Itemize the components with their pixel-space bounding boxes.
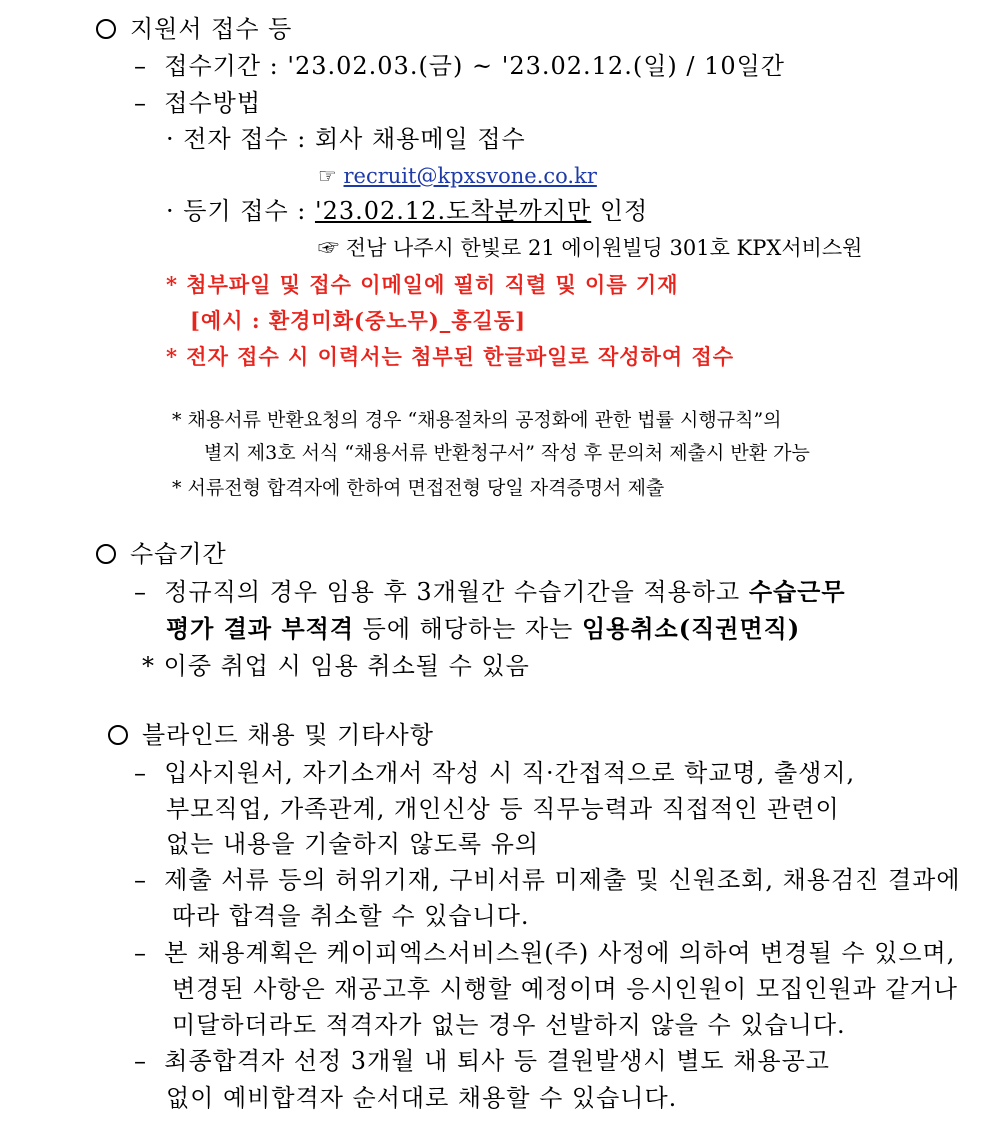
circle-bullet-icon — [96, 544, 116, 564]
dash-bullet: – — [134, 939, 147, 967]
item4-line-1: – 최종합격자 선정 3개월 내 퇴사 등 결원발생시 별도 채용공고 — [134, 1047, 830, 1075]
note-1-line-2: 별지 제3호 서식 “채용서류 반환청구서” 작성 후 문의처 제출시 반환 가능 — [204, 442, 810, 464]
period-line: – 접수기간 : '23.02.03.(금) ~ '23.02.12.(일) / 10일간 — [134, 52, 785, 80]
dash-bullet: – — [134, 52, 147, 80]
item3-line-1: – 본 채용계획은 케이피엑스서비스원(주) 사정에 의하여 변경될 수 있으며, — [134, 939, 956, 967]
section1-heading: 지원서 접수 등 — [96, 16, 292, 44]
item4-line-2: 없이 예비합격자 순서대로 채용할 수 있습니다. — [166, 1084, 678, 1112]
note-1-line-1: * 채용서류 반환요청의 경우 “채용절차의 공정화에 관한 법률 시행규칙”의 — [172, 409, 782, 431]
mail-receipt-line: · 등기 접수 : '23.02.12.도착분까지만 인정 — [166, 197, 649, 225]
item3-line-2: 변경된 사항은 재공고후 시행할 예정이며 응시인원이 모집인원과 같거나 — [172, 975, 958, 1003]
electronic-receipt-line: · 전자 접수 : 회사 채용메일 접수 — [166, 125, 526, 153]
probation-line-1: – 정규직의 경우 임용 후 3개월간 수습기간을 적용하고 수습근무 — [134, 577, 846, 606]
circle-bullet-icon — [96, 19, 116, 39]
mail-deadline: '23.02.12.도착분까지만 — [314, 197, 592, 225]
item2-line-2: 따라 합격을 취소할 수 있습니다. — [172, 902, 530, 930]
item3-line-3: 미달하더라도 적격자가 없는 경우 선발하지 않을 수 있습니다. — [172, 1011, 846, 1039]
item1-line-2: 부모직업, 가족관계, 개인신상 등 직무능력과 직접적인 관련이 — [166, 795, 840, 823]
probation-line-2: 평가 결과 부적격 등에 해당하는 자는 임용취소(직권면직) — [166, 614, 801, 643]
red-note-1: * 첨부파일 및 접수 이메일에 필히 직렬 및 이름 기재 — [166, 272, 679, 297]
dash-bullet: – — [134, 759, 147, 787]
method-line: – 접수방법 — [134, 89, 262, 117]
red-note-2: [예시 : 환경미화(중노무)_홍길동] — [190, 308, 527, 333]
section2-heading: 수습기간 — [96, 541, 227, 569]
circle-bullet-icon — [108, 725, 128, 745]
pointing-hand-icon: ☞ — [318, 236, 339, 260]
pointing-hand-icon: ☞ — [318, 164, 337, 188]
dash-bullet: – — [134, 578, 147, 606]
dash-bullet: – — [134, 89, 147, 117]
email-link[interactable]: recruit@kpxsvone.co.kr — [343, 164, 597, 188]
probation-note: * 이중 취업 시 임용 취소될 수 있음 — [142, 652, 530, 680]
red-note-3: * 전자 접수 시 이력서는 첨부된 한글파일로 작성하여 접수 — [166, 344, 735, 369]
dash-bullet: – — [134, 1047, 147, 1075]
email-line — [318, 164, 597, 188]
item1-line-1: – 입사지원서, 자기소개서 작성 시 직·간접적으로 학교명, 출생지, — [134, 759, 856, 787]
section3-heading: 블라인드 채용 및 기타사항 — [108, 722, 434, 750]
item2-line-1: – 제출 서류 등의 허위기재, 구비서류 미제출 및 신원조회, 채용검진 결과에 — [134, 866, 961, 894]
item1-line-3: 없는 내용을 기술하지 않도록 유의 — [166, 830, 540, 858]
note-2: * 서류전형 합격자에 한하여 면접전형 당일 자격증명서 제출 — [172, 477, 665, 499]
address-line — [318, 236, 862, 260]
dash-bullet: – — [134, 866, 147, 894]
address-text: 전남 나주시 한빛로 21 에이원빌딩 301호 KPX서비스원 — [345, 236, 863, 260]
